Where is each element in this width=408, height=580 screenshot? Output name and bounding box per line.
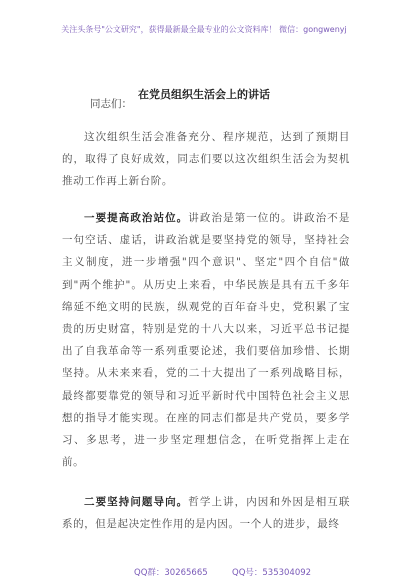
paragraph-text: 哲学上讲，内因和外因是相互联系的，但是起决定性作用的是内因。一个人的进步，最终	[62, 496, 350, 531]
paragraph-lead: 一要提高政治站位。	[84, 212, 189, 224]
document-title: 在党员组织生活会上的讲话	[138, 88, 270, 101]
header-promo-note: 关注头条号"公文研究"，获得最新最全最专业的公文资料库！ 微信：gongwenyj	[61, 25, 347, 34]
footer-qq-group: QQ群：30265665	[134, 568, 208, 578]
paragraph-problem-orientation	[62, 491, 350, 535]
paragraph-text: 讲政治是第一位的。讲政治不是一句空话、虚话，讲政治就是要坚持党的领导，坚持社会主义制度，进一步增强"四个意识"、坚定"四个自信"做到"两个维护"。从历史上来看，中华民族是具有五千多年绵延不绝文明的民族，纵观党的百年奋斗史，党积累了宝贵的历史财富，特别是党的十八大以来，习近平总书记提出了自我革命等一系列重要论述，我们要倍加珍惜、长期坚持。从未来来看，党的二十大提出了一系列战略目标，最终都要靠党的领导和习近平新时代中国特色社会主义思想的指导才能实现。在座的同志们都是共产党员，要多学习、多思考，进一步坚定理想信念，在听党指挥上走在前。	[62, 212, 350, 469]
footer-qq-number: QQ号：535304092	[232, 568, 312, 578]
paragraph-political-stance	[62, 207, 350, 473]
paragraph-lead: 二要坚持问题导向。	[84, 496, 189, 508]
paragraph-text: 这次组织生活会准备充分、程序规范，达到了预期目的，取得了良好成效，同志们要以这次组织生活会为契机推动工作再上新台阶。	[62, 131, 350, 188]
paragraph-intro	[62, 126, 350, 193]
greeting: 同志们：	[90, 98, 132, 110]
